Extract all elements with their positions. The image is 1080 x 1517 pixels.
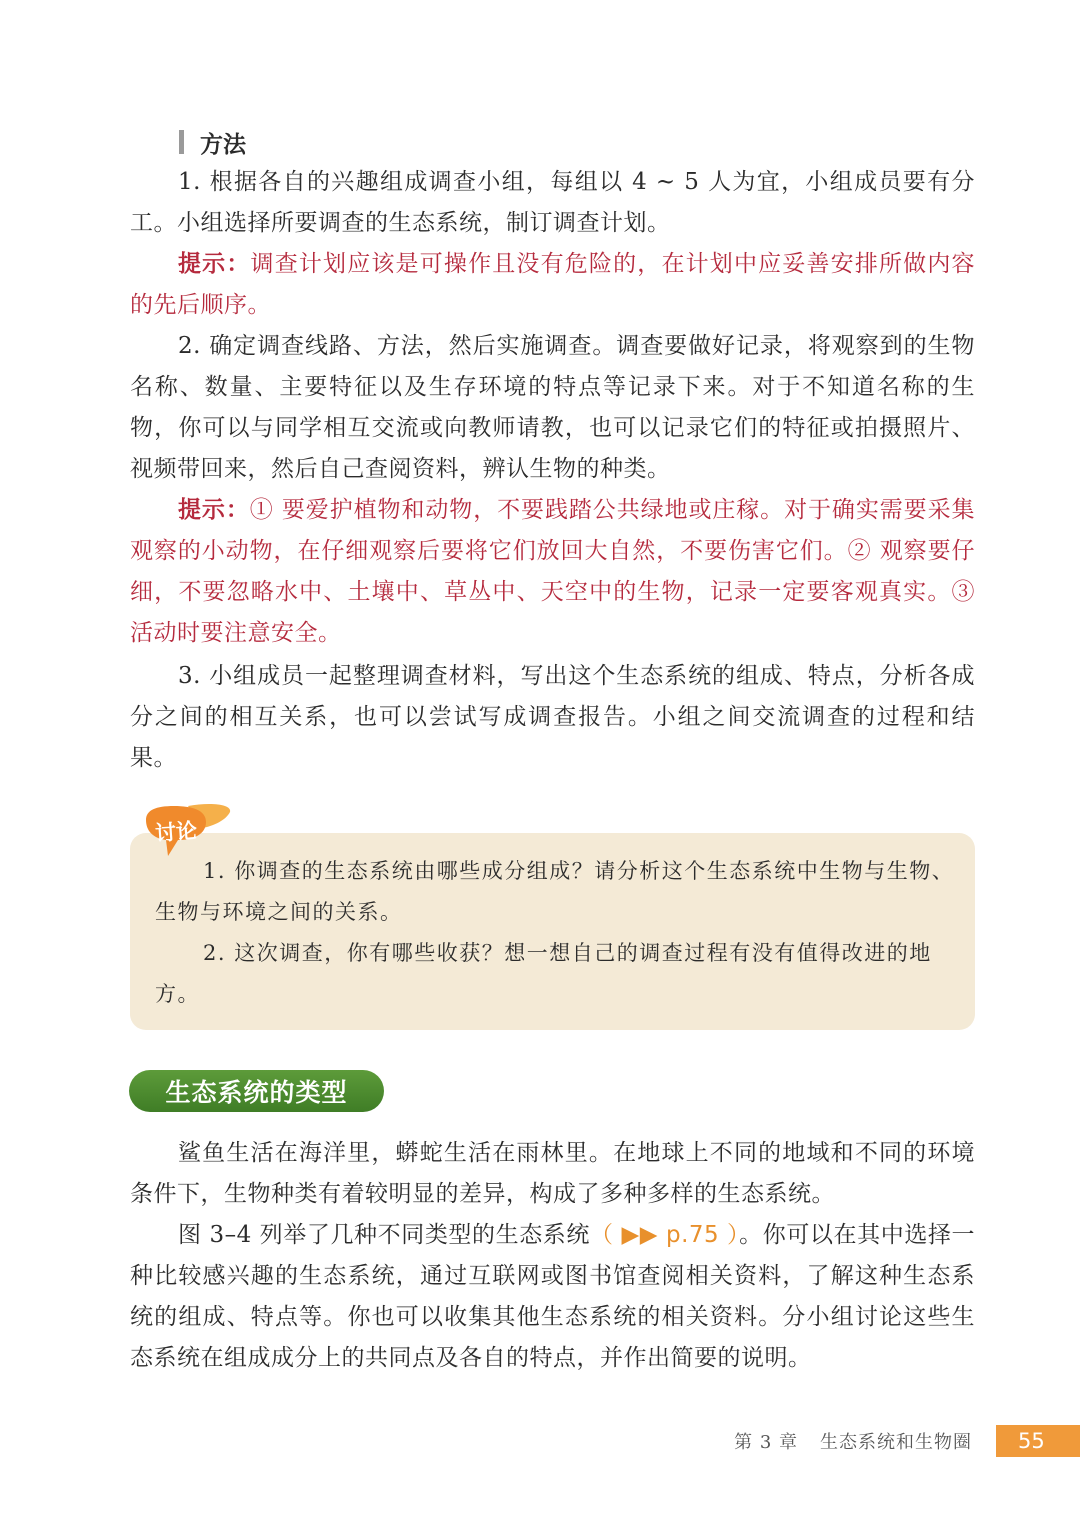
discussion-question-1: 1. 你调查的生态系统由哪些成分组成？请分析这个生态系统中生物与生物、生物与环境之间的关系。 xyxy=(155,859,955,924)
page-number: 55 xyxy=(996,1425,1080,1457)
discussion-question-2: 2. 这次调查，你有哪些收获？想一想自己的调查过程有没有值得改进的地方。 xyxy=(155,941,932,1006)
method-step-1: 1. 根据各自的兴趣组成调查小组，每组以 4 ~ 5 人为宜，小组成员要有分工。小组选择所要调查的生态系统，制订调查计划。 xyxy=(130,169,975,236)
heading-bar xyxy=(179,130,184,154)
tip-1-text: 调查计划应该是可操作且没有危险的，在计划中应妥善安排所做内容的先后顺序。 xyxy=(130,251,975,318)
tip-2 xyxy=(130,490,975,654)
ecosystem-types-heading xyxy=(129,1070,384,1112)
types-paragraph-1: 鲨鱼生活在海洋里，蟒蛇生活在雨林里。在地球上不同的地域和不同的环境条件下，生物种类有着较明显的差异，构成了多种多样的生态系统。 xyxy=(130,1140,975,1207)
types-paragraph-2 xyxy=(130,1215,975,1379)
method-heading xyxy=(179,126,246,158)
footer-chapter: 第 3 章 xyxy=(734,1432,798,1453)
footer-chapter-title: 生态系统和生物圈 xyxy=(820,1432,972,1453)
ecosystem-types-heading-text: 生态系统的类型 xyxy=(165,1078,348,1107)
tip-1 xyxy=(130,244,975,326)
method-step-2: 2. 确定调查线路、方法，然后实施调查。调查要做好记录，将观察到的生物名称、数量、主要特征以及生存环境的特点等记录下来。对于不知道名称的生物，你可以与同学相互交流或向教师请教，也可以记录它们的特征或拍摄照片、视频带回来，然后自己查阅资料，辨认生物的种类。 xyxy=(130,333,975,482)
page-reference-link[interactable]: （ ▶▶ p.75 ） xyxy=(590,1222,740,1248)
tip-1-label: 提示： xyxy=(178,251,251,277)
tip-2-text: ① 要爱护植物和动物，不要践踏公共绿地或庄稼。对于确实需要采集观察的小动物，在仔细观察后要将它们放回大自然，不要伤害它们。② 观察要仔细，不要忽略水中、土壤中、草丛中、天空中的生物，记录一定要客观真实。③ 活动时要注意安全。 xyxy=(130,497,976,646)
tip-2-label: 提示： xyxy=(178,497,250,523)
method-step-3: 3. 小组成员一起整理调查材料，写出这个生态系统的组成、特点，分析各成分之间的相互关系，也可以尝试写成调查报告。小组之间交流调查的过程和结果。 xyxy=(130,663,975,771)
page-footer xyxy=(734,1427,972,1455)
discussion-badge-label: 讨论 xyxy=(154,818,198,846)
types-paragraph-2-start: 图 3–4 列举了几种不同类型的生态系统 xyxy=(178,1222,590,1248)
method-title: 方法 xyxy=(200,131,246,158)
types-paragraph-2-end: 。你可以在其中选择一种比较感兴趣的生态系统，通过互联网或图书馆查阅相关资料，了解这种生态系统的组成、特点等。你也可以收集其他生态系统的相关资料。分小组讨论这些生态系统在组成成分上的共同点及各自的特点，并作出简要的说明。 xyxy=(130,1222,976,1371)
